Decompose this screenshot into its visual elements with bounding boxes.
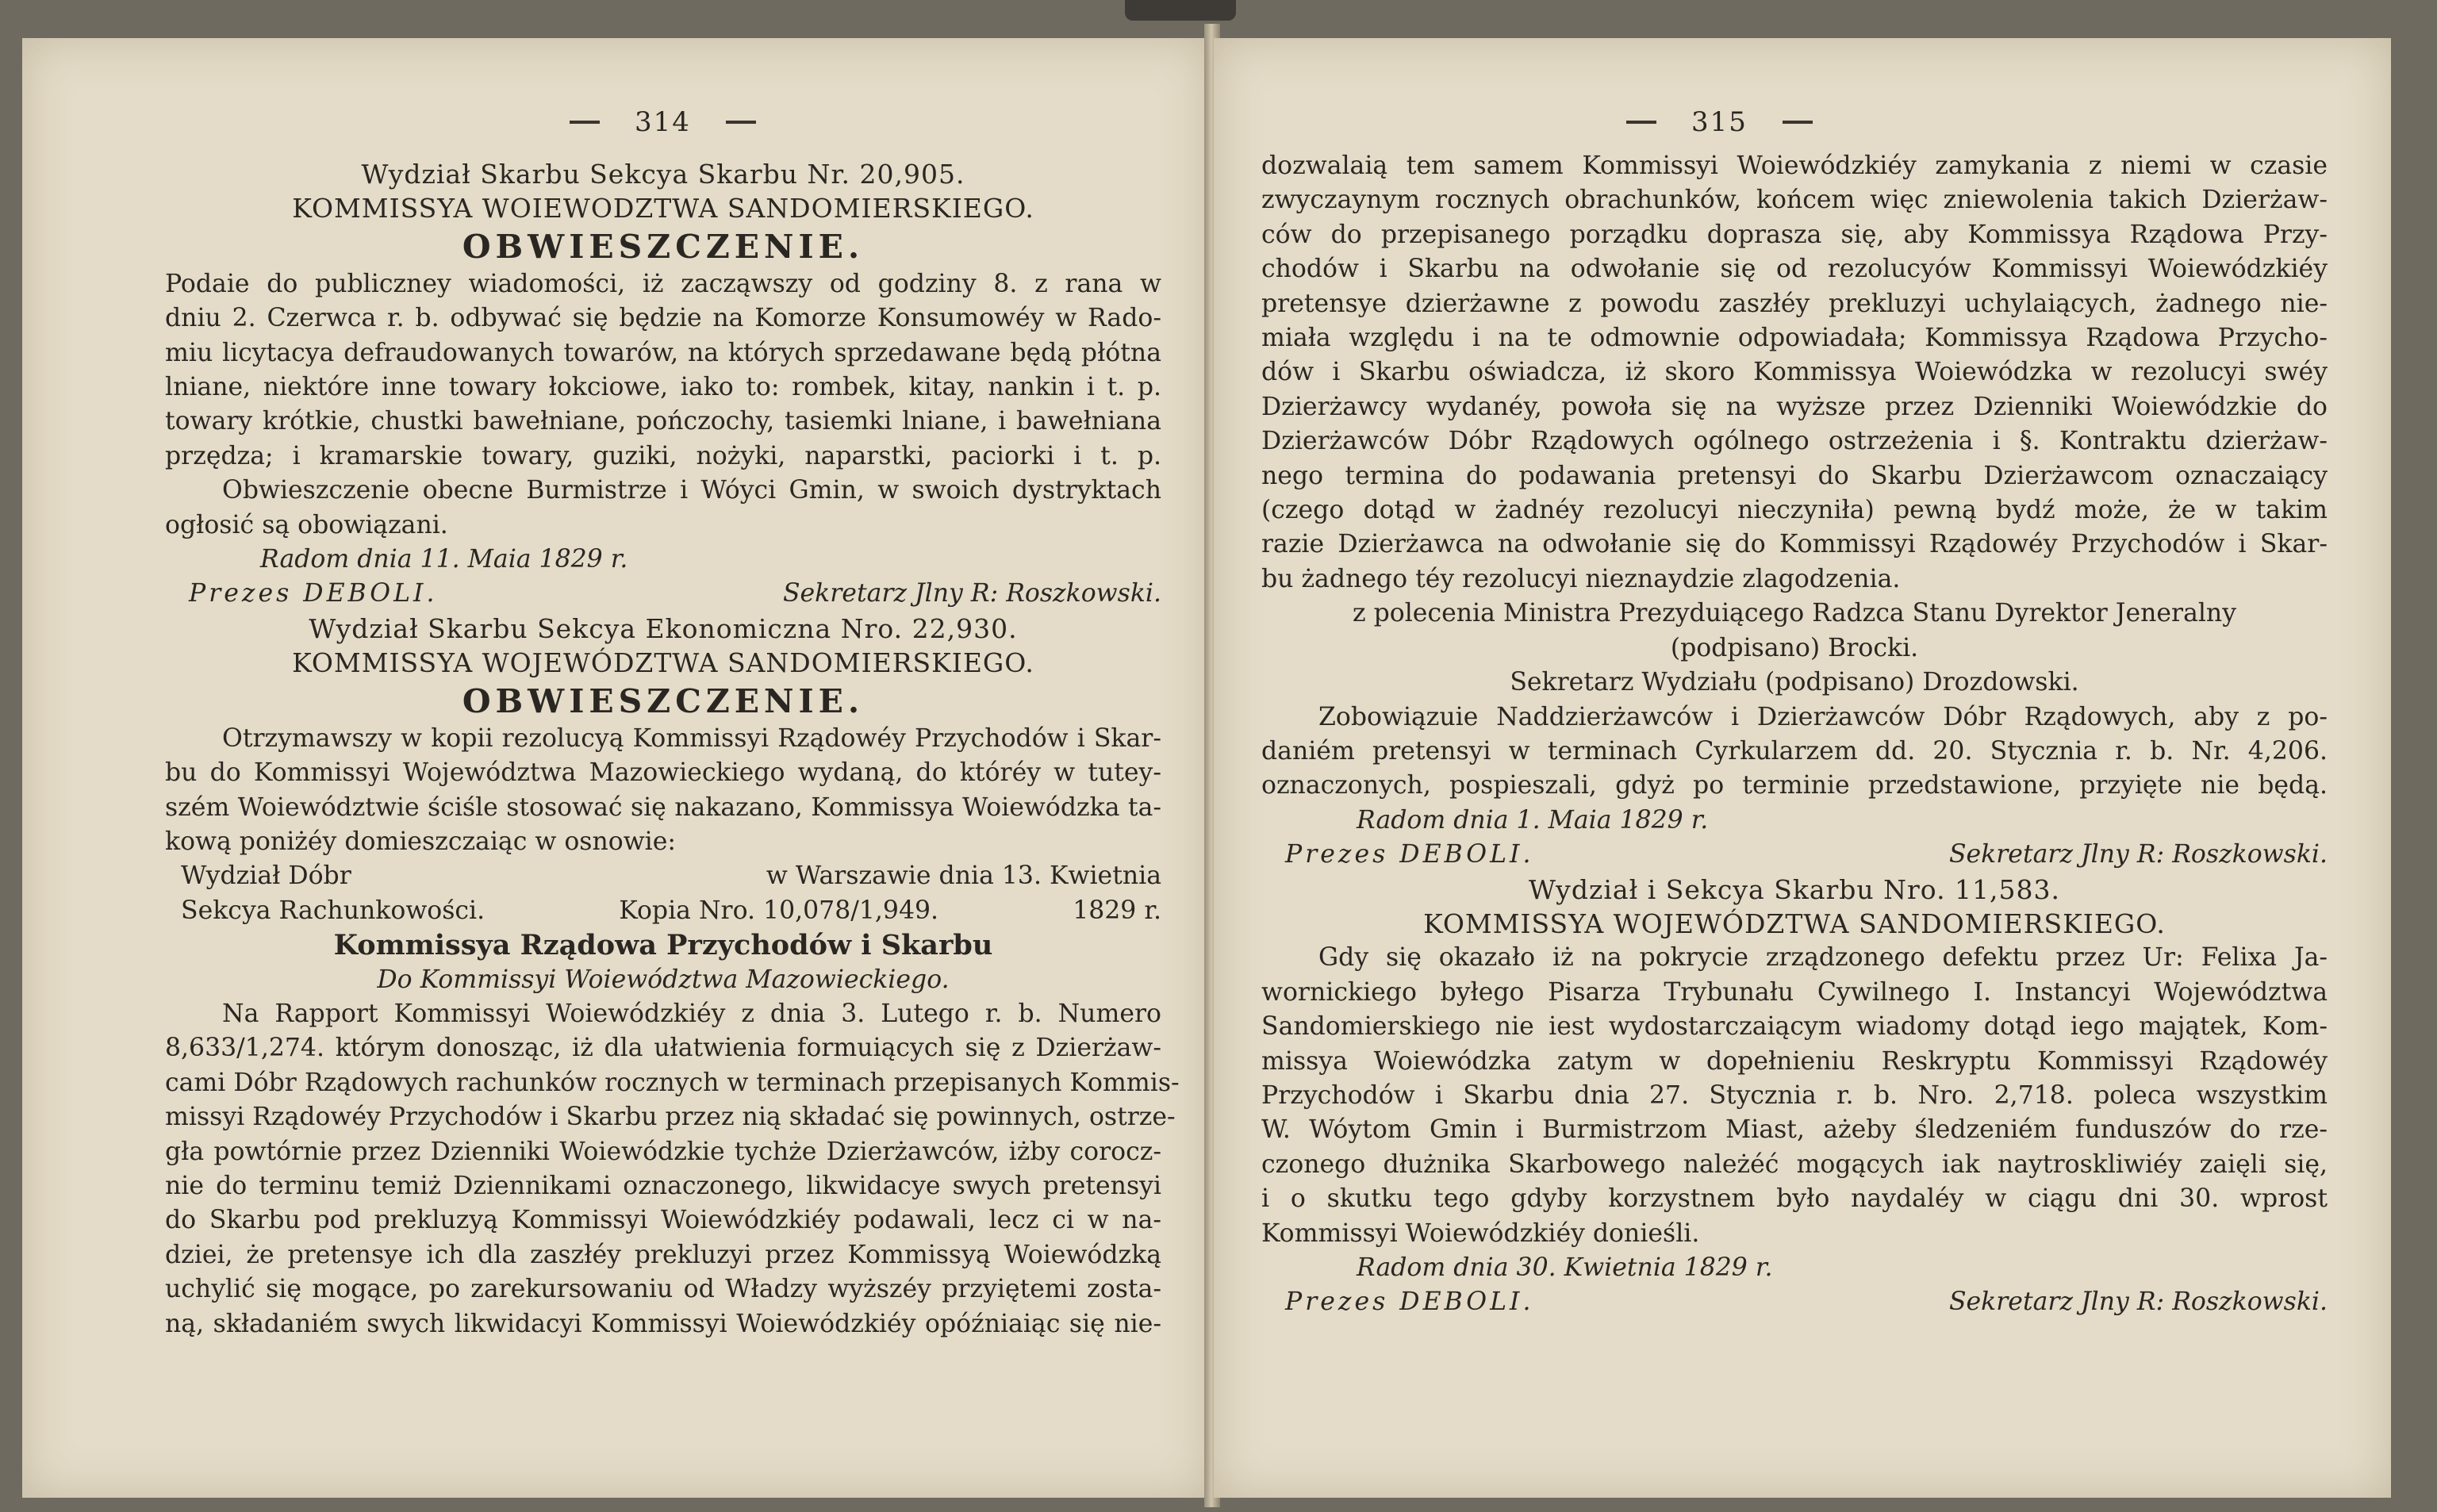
continued-line: chodów i Skarbu na odwołanie się od rezolucyów Kommissyi Woiewódzkiéy [1261, 255, 2328, 284]
continued-line: bu żadnego téy rezolucyi nieznaydzie zlagodzenia. [1261, 564, 1901, 593]
notice-1-title: OBWIESZCZENIE. [462, 227, 865, 266]
notice-3-line: W. Wóytom Gmin i Burmistrzom Miast, ażeby śledzeniém funduszów do rze- [1261, 1115, 2328, 1145]
notice-1-line: lniane, niektóre inne towary łokciowe, iako to: rombek, kitay, nankin i t. p. [165, 373, 1161, 402]
page-number-dash [1783, 121, 1813, 124]
document-header-row-1 [165, 859, 1161, 893]
right-page-number [1626, 106, 1813, 138]
notice-3-line: Sandomierskiego nie iest wydostarczaiącym wiadomy dotąd iego majątek, Kom- [1261, 1012, 2328, 1042]
notice-3-line: czonego dłużnika Skarbowego należéć mogących iak naytroskliwiéy zaięli się, [1261, 1149, 2328, 1179]
notice-3-date: Radom dnia 30. Kwietnia 1829 r. [1357, 1253, 1773, 1282]
notice-3 [1261, 873, 2328, 1320]
continued-line: Dzierżawcy wydanéy, powoła się na wyższe przez Dzienniki Woiewódzkie do [1261, 392, 2328, 421]
notice-1-department: Wydział Skarbu Sekcya Skarbu Nr. 20,905. [361, 159, 965, 190]
obligation-line: daniém pretensyi w terminach Cyrkularzem dd. 20. Stycznia r. b. Nr. 4,206. [1261, 736, 2328, 766]
notice-3-line: wornickiego byłego Pisarza Trybunału Cywilnego I. Instancyi Województwa [1261, 977, 2328, 1007]
page-number-dash [570, 121, 600, 124]
document-line: nie do terminu temiż Dziennikami oznaczonego, likwidacye swych pretensyi [165, 1171, 1161, 1200]
continued-line: nego termina do podawania pretensyi do Skarbu Dzierżawcom oznaczaiący [1261, 461, 2328, 490]
document-department: Wydział Dóbr [181, 862, 351, 891]
secretary-signature: Sekretarz Jlny R: Roszkowski. [782, 579, 1161, 608]
notice-2 [165, 612, 1180, 1341]
document-header-row-2 [165, 894, 1161, 928]
continued-line: ców do przepisanego porządku doprasza się, aby Kommissya Rządowa Przy- [1261, 220, 2328, 249]
notice-1 [165, 157, 1161, 612]
continued-line: pretensye dzierżawne z powodu zaszłéy prekluzyi uchylaiących, żadnego nie- [1261, 289, 2328, 318]
continued-line: Dzierżawców Dóbr Rządowych ogólnego ostrzeżenia i §. Kontraktu dzierżaw- [1261, 427, 2328, 456]
notice-2-line: Otrzymawszy w kopii rezolucyą Kommissyi Rządowéy Przychodów i Skar- [222, 723, 1161, 753]
department-secretary-line: Sekretarz Wydziału (podpisano) Drozdowski. [1510, 668, 2079, 697]
page-number-dash [726, 121, 756, 124]
notice-3-line: missya Woiewódzka zatym w dopełnieniu Reskryptu Kommissyi Rządowéy [1261, 1046, 2328, 1076]
notice-3-line: Gdy się okazało iż na pokrycie zrządzonego defektu przez Ur: Felixa Ja- [1318, 943, 2328, 973]
notice-2-line: bu do Kommissyi Województwa Mazowieckiego wydaną, do któréy w tutey- [165, 758, 1161, 788]
notice-1-line: Podaie do publiczney wiadomości, iż zacząwszy od godziny 8. z rana w [165, 269, 1161, 298]
notice-1-line: towary krótkie, chustki bawełniane, pończochy, tasiemki lniane, i bawełniana [165, 407, 1161, 436]
document-addressee: Do Kommissyi Woiewództwa Mazowieckiego. [377, 965, 950, 994]
continued-date: Radom dnia 1. Maia 1829 r. [1357, 805, 1709, 835]
notice-2-commission: KOMMISSYA WOJEWÓDZTWA SANDOMIERSKIEGO. [292, 647, 1034, 679]
notice-3-line: Kommissyi Woiewódzkiéy donieśli. [1261, 1218, 1700, 1248]
notice-3-commission: KOMMISSYA WOJEWÓDZTWA SANDOMIERSKIEGO. [1423, 908, 2166, 939]
obligation-line: Zobowiązuie Naddzierżawców i Dzierżawców Dóbr Rządowych, aby z po- [1318, 702, 2328, 731]
notice-2-title: OBWIESZCZENIE. [462, 681, 865, 720]
notice-1-line: dniu 2. Czerwca r. b. odbywać się będzie na Komorze Konsumowéy w Rado- [165, 304, 1161, 333]
document-year: 1829 r. [1073, 896, 1161, 925]
document-line: cami Dóbr Rządowych rachunków rocznych w terminach przepisanych Kommis- [165, 1068, 1180, 1097]
document-commission-title: Kommissya Rządowa Przychodów i Skarbu [333, 929, 993, 962]
document-line: Na Rapport Kommissyi Woiewódzkiéy z dnia 3. Lutego r. b. Numero [222, 999, 1161, 1028]
page-number-dash [1626, 121, 1656, 124]
continued-line: zwyczaynym rocznych obrachunków, końcem więc zniewolenia takich Dzierżaw- [1261, 186, 2328, 215]
notice-2-line: szém Woiewództwie ściśle stosować się nakazano, Kommissya Woiewódzka ta- [165, 792, 1161, 822]
document-section: Sekcya Rachunkowości. [181, 896, 485, 925]
notice-1-line: ogłosić są obowiązani. [165, 510, 448, 539]
secretary-signature: Sekretarz Jlny R: Roszkowski. [1948, 840, 2328, 869]
notice-1-line: przędza; i kramarskie towary, guziki, nożyki, naparstki, paciorki i t. p. [165, 441, 1161, 470]
continued-document [1261, 149, 2328, 873]
notice-3-line: Przychodów i Skarbu dnia 27. Stycznia r. b. Nro. 2,718. poleca wszystkim [1261, 1080, 2328, 1110]
left-page-number [570, 106, 756, 138]
right-page [1214, 38, 2391, 1498]
notice-2-department: Wydział Skarbu Sekcya Ekonomiczna Nro. 22,930. [309, 612, 1018, 644]
document-line: dziei, że pretensye ich dla zaszłéy prekluzyi przez Kommissyą Woiewódzką [165, 1240, 1161, 1269]
document-line: ną, składaniém swych likwidacyi Kommissyi Woiewódzkiéy opóźniaiąc się nie- [165, 1309, 1161, 1338]
notice-3-department: Wydział i Sekcya Skarbu Nro. 11,583. [1528, 873, 2061, 905]
continued-line: miała względu i na te odmownie odpowiadała; Kommissya Rządowa Przycho- [1261, 324, 2328, 353]
document-line: missyi Rządowéy Przychodów i Skarbu przez nią składać się powinnych, ostrze- [165, 1103, 1176, 1132]
notice-3-line: i o skutku tego gdyby korzystnem było naydaléy w ciągu dni 30. wprost [1261, 1184, 2328, 1214]
document-copy-number: Kopia Nro. 10,078/1,949. [619, 896, 939, 925]
notice-1-line: Obwieszczenie obecne Burmistrze i Wóyci Gmin, w swoich dystryktach [222, 476, 1161, 505]
document-line: uchylić się mogące, po zarekursowaniu od Władzy wyższéy przyiętemi zosta- [165, 1275, 1161, 1304]
continued-line: dozwalaią tem samem Kommissyi Woiewódzkiéy zamykania z niemi w czasie [1261, 152, 2328, 180]
continued-line: dów i Skarbu oświadcza, iż skoro Kommissya Woiewódzka w rezolucyi swéy [1261, 358, 2328, 387]
secretary-signature: Sekretarz Jlny R: Roszkowski. [1948, 1288, 2328, 1317]
notice-1-commission: KOMMISSYA WOIEWODZTWA SANDOMIERSKIEGO. [292, 193, 1034, 224]
bookmark-ribbon [1125, 0, 1236, 21]
left-page [22, 38, 1209, 1498]
document-line: 8,633/1,274. którym donosząc, iż dla ułatwienia formuiących się z Dzierżaw- [165, 1034, 1161, 1063]
page-number-text: 314 [635, 106, 691, 138]
notice-1-date: Radom dnia 11. Maia 1829 r. [260, 545, 628, 574]
signed-line: (podpisano) Brocki. [1670, 633, 1919, 662]
continued-line: (czego dotąd w żadnéy rezolucyi nieczyniła) pewną bydź może, że w takim [1261, 496, 2328, 525]
document-place-date: w Warszawie dnia 13. Kwietnia [766, 862, 1161, 891]
continued-line: razie Dzierżawca na odwołanie się do Kommissyi Rządowéy Przychodów i Skar- [1261, 530, 2328, 559]
president-signature: Prezes DEBOLI. [189, 579, 438, 608]
president-signature: Prezes DEBOLI. [1285, 840, 1534, 869]
obligation-line: oznaczonych, pospieszali, gdyż po terminie przedstawione, przyięte nie będą. [1261, 771, 2328, 800]
continued-signatures [1261, 838, 2328, 872]
president-signature: Prezes DEBOLI. [1285, 1288, 1534, 1317]
notice-3-signatures [1261, 1285, 2328, 1319]
page-number-text: 315 [1691, 106, 1748, 138]
document-line: gła powtórnie przez Dzienniki Woiewódzkie tychże Dzierżawców, iżby corocz- [165, 1137, 1161, 1166]
document-line: do Skarbu pod prekluzyą Kommissyi Woiewódzkiéy podawali, lecz ci w na- [165, 1206, 1161, 1235]
notice-1-line: miu licytacya defraudowanych towarów, na których sprzedawane będą płótna [165, 338, 1161, 367]
notice-1-signatures [165, 577, 1161, 611]
notice-2-line: kową poniżéy domieszczaiąc w osnowie: [165, 827, 676, 856]
order-by-line: z polecenia Ministra Prezyduiącego Radzca Stanu Dyrektor Jeneralny [1352, 599, 2237, 628]
